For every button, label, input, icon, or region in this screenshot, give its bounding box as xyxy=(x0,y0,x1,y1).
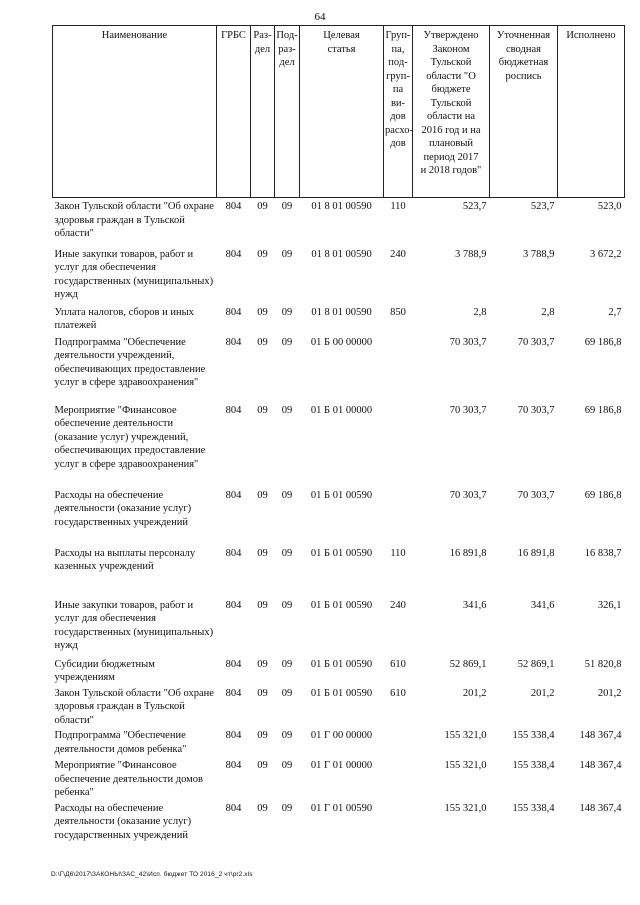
table-row xyxy=(53,727,625,757)
row-podrazdel: 09 xyxy=(281,404,293,416)
table-row xyxy=(53,198,625,246)
table-row xyxy=(53,304,625,334)
row-name: Уплата налогов, сборов и иных платежей xyxy=(54,306,194,331)
row-group: 610 xyxy=(390,687,406,699)
row-refined: 16 891,8 xyxy=(517,547,555,559)
row-refined: 523,7 xyxy=(530,201,555,212)
page-number: 64 xyxy=(314,11,326,23)
row-approved: 70 303,7 xyxy=(449,336,487,348)
row-podrazdel: 09 xyxy=(281,306,293,318)
row-approved: 341,6 xyxy=(462,599,487,611)
row-executed: 148 367,4 xyxy=(579,760,622,771)
row-article: 01 Б 01 00590 xyxy=(310,658,373,670)
row-grbs: 804 xyxy=(225,489,242,501)
row-refined: 341,6 xyxy=(530,599,555,611)
row-grbs: 804 xyxy=(225,687,242,699)
row-razdel: 09 xyxy=(257,730,268,741)
row-executed: 2,7 xyxy=(608,306,622,318)
row-grbs: 804 xyxy=(225,336,242,348)
table-row xyxy=(53,685,625,728)
row-name: Расходы на выплаты персоналу казенных учреждений xyxy=(54,547,196,572)
row-name: Субсидии бюджетным учреждениям xyxy=(54,658,155,683)
row-razdel: 09 xyxy=(257,760,268,771)
row-approved: 3 788,9 xyxy=(455,248,487,260)
row-razdel: 09 xyxy=(257,599,268,611)
row-refined: 155 338,4 xyxy=(512,730,555,741)
row-podrazdel: 09 xyxy=(281,760,293,771)
row-group: 610 xyxy=(390,658,406,670)
header-razdel: Раз- дел xyxy=(251,26,275,198)
row-razdel: 09 xyxy=(257,306,268,318)
row-razdel: 09 xyxy=(257,489,268,501)
row-executed: 148 367,4 xyxy=(579,802,622,814)
row-podrazdel: 09 xyxy=(281,658,293,670)
row-executed: 69 186,8 xyxy=(584,336,622,348)
row-article: 01 Б 01 00590 xyxy=(310,489,373,501)
row-grbs: 804 xyxy=(225,760,242,771)
row-name: Закон Тульской области "Об охране здоровья граждан в Тульской области" xyxy=(54,201,214,239)
budget-table xyxy=(52,25,625,847)
row-podrazdel: 09 xyxy=(281,201,293,212)
row-group: 110 xyxy=(390,201,406,212)
row-razdel: 09 xyxy=(257,802,268,814)
row-razdel: 09 xyxy=(257,201,268,212)
row-article: 01 Б 01 00590 xyxy=(310,687,373,699)
row-name: Иные закупки товаров, работ и услуг для обеспечения государственных (муниципальных) нужд xyxy=(54,248,214,300)
row-group xyxy=(384,402,413,487)
header-name: Наименование xyxy=(53,26,217,198)
row-group: 110 xyxy=(390,547,406,559)
row-approved: 16 891,8 xyxy=(449,547,487,559)
header-group: Груп- па, под- груп- па ви- дов расхо- дов xyxy=(384,26,413,198)
table-row xyxy=(53,800,625,847)
row-article: 01 8 01 00590 xyxy=(311,201,372,212)
row-executed: 523,0 xyxy=(597,201,622,212)
row-approved: 155 321,0 xyxy=(444,730,487,741)
row-grbs: 804 xyxy=(225,802,242,814)
header-approved: Утверждено Законом Тульской области "О бюджете Тульской области на 2016 год и на плановый период 2017 и 2018 годов" xyxy=(413,26,490,198)
table-row xyxy=(53,597,625,656)
row-group: 240 xyxy=(390,599,406,611)
row-razdel: 09 xyxy=(257,658,268,670)
row-name: Закон Тульской области "Об охране здоровья граждан в Тульской области" xyxy=(54,687,214,726)
table-row xyxy=(53,487,625,545)
row-executed: 16 838,7 xyxy=(584,547,622,559)
file-path: D:\Г\Д6\2017\ЗАКОНЫ\ЗАС_42\Исп. бюджет ТО 2016_2 чт\pr2.xls xyxy=(51,871,253,878)
row-approved: 201,2 xyxy=(462,687,487,699)
row-group xyxy=(384,757,413,800)
row-refined: 3 788,9 xyxy=(523,248,555,260)
row-refined: 70 303,7 xyxy=(517,336,555,348)
row-razdel: 09 xyxy=(257,547,268,559)
row-group xyxy=(384,800,413,847)
row-podrazdel: 09 xyxy=(281,489,293,501)
row-name: Иные закупки товаров, работ и услуг для обеспечения государственных (муниципальных) нужд xyxy=(54,599,214,651)
row-executed: 69 186,8 xyxy=(584,404,622,416)
row-article: 01 Б 01 00590 xyxy=(310,599,373,611)
row-grbs: 804 xyxy=(225,730,242,741)
row-razdel: 09 xyxy=(257,248,268,260)
table-row xyxy=(53,545,625,597)
table-row xyxy=(53,402,625,487)
header-grbs: ГРБС xyxy=(217,26,251,198)
row-article: 01 Б 01 00590 xyxy=(310,547,373,559)
row-executed: 3 672,2 xyxy=(590,248,622,260)
row-razdel: 09 xyxy=(257,404,268,416)
row-name: Расходы на обеспечение деятельности (оказание услуг) государственных учреждений xyxy=(54,489,192,528)
row-article: 01 8 01 00590 xyxy=(311,306,372,318)
row-article: 01 8 01 00590 xyxy=(311,248,372,260)
row-refined: 70 303,7 xyxy=(517,489,555,501)
header-podrazdel: Под- раз- дел xyxy=(275,26,300,198)
row-grbs: 804 xyxy=(225,547,242,559)
row-group: 240 xyxy=(390,248,406,260)
header-refined: Уточненная сводная бюджетная роспись xyxy=(490,26,558,198)
row-podrazdel: 09 xyxy=(281,547,293,559)
row-refined: 155 338,4 xyxy=(512,802,555,814)
row-refined: 155 338,4 xyxy=(512,760,555,771)
row-name: Подпрограмма "Обеспечение деятельности домов ребенка" xyxy=(54,730,187,755)
row-podrazdel: 09 xyxy=(281,802,293,814)
row-executed: 148 367,4 xyxy=(579,730,622,741)
row-group xyxy=(384,487,413,545)
table-header-row xyxy=(53,26,625,198)
row-approved: 70 303,7 xyxy=(449,404,487,416)
row-approved: 52 869,1 xyxy=(449,658,487,670)
table-row xyxy=(53,334,625,402)
row-approved: 523,7 xyxy=(462,201,487,212)
row-approved: 70 303,7 xyxy=(449,489,487,501)
row-name: Подпрограмма "Обеспечение деятельности учреждений, обеспечивающих предоставление услуг в сфере здравоохранения" xyxy=(54,336,206,388)
table-row xyxy=(53,757,625,800)
row-razdel: 09 xyxy=(257,336,268,348)
row-name: Расходы на обеспечение деятельности (оказание услуг) государственных учреждений xyxy=(54,802,192,841)
row-razdel: 09 xyxy=(257,687,268,699)
row-grbs: 804 xyxy=(225,248,242,260)
row-executed: 326,1 xyxy=(597,599,622,611)
row-podrazdel: 09 xyxy=(281,336,293,348)
row-refined: 70 303,7 xyxy=(517,404,555,416)
table-row xyxy=(53,246,625,304)
row-article: 01 Б 00 00000 xyxy=(310,336,373,348)
row-grbs: 804 xyxy=(225,306,242,318)
row-name: Мероприятие "Финансовое обеспечение деятельности (оказание услуг) учреждений, обеспечивающих предоставление услуг в сфере здравоохранения" xyxy=(54,404,206,470)
row-article: 01 Б 01 00000 xyxy=(310,404,373,416)
header-article: Целевая статья xyxy=(300,26,384,198)
row-grbs: 804 xyxy=(225,201,242,212)
row-refined: 52 869,1 xyxy=(517,658,555,670)
row-executed: 51 820,8 xyxy=(584,658,622,670)
row-podrazdel: 09 xyxy=(281,248,293,260)
row-executed: 69 186,8 xyxy=(584,489,622,501)
row-podrazdel: 09 xyxy=(281,730,293,741)
row-name: Мероприятие "Финансовое обеспечение деятельности домов ребенка" xyxy=(54,760,203,798)
row-grbs: 804 xyxy=(225,599,242,611)
row-podrazdel: 09 xyxy=(281,599,293,611)
row-podrazdel: 09 xyxy=(281,687,293,699)
header-executed: Исполнено xyxy=(558,26,625,198)
table-row xyxy=(53,656,625,685)
row-executed: 201,2 xyxy=(597,687,622,699)
row-article: 01 Г 00 00000 xyxy=(310,730,373,741)
row-group: 850 xyxy=(390,306,406,318)
row-grbs: 804 xyxy=(225,658,242,670)
row-grbs: 804 xyxy=(225,404,242,416)
table-body xyxy=(53,198,625,847)
row-refined: 201,2 xyxy=(530,687,555,699)
row-approved: 155 321,0 xyxy=(444,802,487,814)
row-approved: 155 321,0 xyxy=(444,760,487,771)
row-refined: 2,8 xyxy=(541,306,555,318)
row-article: 01 Г 01 00590 xyxy=(310,802,373,814)
row-approved: 2,8 xyxy=(473,306,487,318)
row-group xyxy=(384,727,413,757)
row-article: 01 Г 01 00000 xyxy=(310,760,373,771)
row-group xyxy=(384,334,413,402)
